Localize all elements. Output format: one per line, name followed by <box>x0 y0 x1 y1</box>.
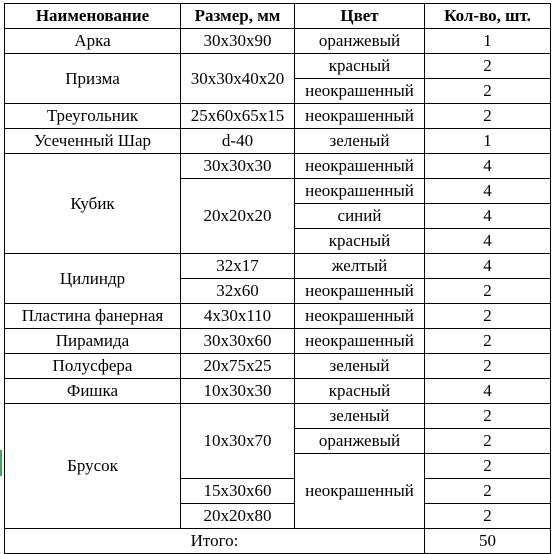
cell-color[interactable]: неокрашенный <box>295 154 425 179</box>
cell-size[interactable]: 4х30х110 <box>181 304 295 329</box>
cell-name[interactable]: Призма <box>5 54 181 104</box>
cell-size[interactable]: 30х30х60 <box>181 329 295 354</box>
cell-color[interactable]: неокрашенный <box>295 454 425 529</box>
cell-color[interactable]: неокрашенный <box>295 304 425 329</box>
cell-size[interactable]: 10х30х30 <box>181 379 295 404</box>
header-qty[interactable]: Кол-во, шт. <box>425 4 551 29</box>
parts-table <box>4 3 551 554</box>
cell-qty[interactable]: 4 <box>425 179 551 204</box>
cell-qty[interactable]: 1 <box>425 129 551 154</box>
row-selection-marker <box>0 450 2 476</box>
table-row <box>5 154 551 179</box>
cell-qty[interactable]: 2 <box>425 404 551 429</box>
cell-size[interactable]: 10х30х70 <box>181 404 295 479</box>
cell-name[interactable]: Брусок <box>5 404 181 529</box>
cell-size[interactable]: 20х20х80 <box>181 504 295 529</box>
cell-qty[interactable]: 2 <box>425 54 551 79</box>
cell-name[interactable]: Фишка <box>5 379 181 404</box>
cell-qty[interactable]: 2 <box>425 329 551 354</box>
table-row <box>5 54 551 79</box>
cell-color[interactable]: зеленый <box>295 354 425 379</box>
cell-qty[interactable]: 4 <box>425 204 551 229</box>
table-row <box>5 304 551 329</box>
cell-name[interactable]: Пластина фанерная <box>5 304 181 329</box>
cell-qty[interactable]: 2 <box>425 479 551 504</box>
cell-size[interactable]: 32х60 <box>181 279 295 304</box>
total-value[interactable]: 50 <box>425 529 551 554</box>
table-row <box>5 379 551 404</box>
cell-qty[interactable]: 4 <box>425 379 551 404</box>
cell-color[interactable]: синий <box>295 204 425 229</box>
cell-name[interactable]: Усеченный Шар <box>5 129 181 154</box>
cell-qty[interactable]: 2 <box>425 304 551 329</box>
cell-color[interactable]: красный <box>295 379 425 404</box>
cell-qty[interactable]: 4 <box>425 254 551 279</box>
cell-qty[interactable]: 2 <box>425 354 551 379</box>
cell-color[interactable]: неокрашенный <box>295 179 425 204</box>
cell-size[interactable]: 20х75х25 <box>181 354 295 379</box>
cell-qty[interactable]: 4 <box>425 154 551 179</box>
table-row <box>5 329 551 354</box>
table-row <box>5 129 551 154</box>
cell-size[interactable]: 20х20х20 <box>181 179 295 254</box>
header-color[interactable]: Цвет <box>295 4 425 29</box>
cell-color[interactable]: неокрашенный <box>295 329 425 354</box>
cell-color[interactable]: желтый <box>295 254 425 279</box>
cell-color[interactable]: неокрашенный <box>295 79 425 104</box>
cell-color[interactable]: зеленый <box>295 404 425 429</box>
cell-name[interactable]: Арка <box>5 29 181 54</box>
total-label[interactable]: Итого: <box>5 529 425 554</box>
table-row <box>5 104 551 129</box>
cell-size[interactable]: 30х30х90 <box>181 29 295 54</box>
cell-name[interactable]: Пирамида <box>5 329 181 354</box>
cell-name[interactable]: Треугольник <box>5 104 181 129</box>
table-row <box>5 254 551 279</box>
cell-qty[interactable]: 2 <box>425 279 551 304</box>
header-size[interactable]: Размер, мм <box>181 4 295 29</box>
cell-color[interactable]: красный <box>295 229 425 254</box>
cell-name[interactable]: Полусфера <box>5 354 181 379</box>
cell-size[interactable]: 30х30х40х20 <box>181 54 295 104</box>
cell-color[interactable]: оранжевый <box>295 429 425 454</box>
cell-color[interactable]: неокрашенный <box>295 104 425 129</box>
cell-size[interactable]: 25х60х65х15 <box>181 104 295 129</box>
cell-qty[interactable]: 2 <box>425 104 551 129</box>
cell-name[interactable]: Кубик <box>5 154 181 254</box>
table-row <box>5 29 551 54</box>
cell-color[interactable]: зеленый <box>295 129 425 154</box>
cell-color[interactable]: красный <box>295 54 425 79</box>
cell-qty[interactable]: 1 <box>425 29 551 54</box>
cell-size[interactable]: 30х30х30 <box>181 154 295 179</box>
cell-qty[interactable]: 2 <box>425 504 551 529</box>
cell-color[interactable]: оранжевый <box>295 29 425 54</box>
cell-qty[interactable]: 2 <box>425 79 551 104</box>
total-row <box>5 529 551 554</box>
table-row <box>5 404 551 429</box>
cell-qty[interactable]: 2 <box>425 429 551 454</box>
cell-qty[interactable]: 4 <box>425 229 551 254</box>
cell-size[interactable]: 15х30х60 <box>181 479 295 504</box>
header-row <box>5 4 551 29</box>
header-name[interactable]: Наименование <box>5 4 181 29</box>
cell-name[interactable]: Цилиндр <box>5 254 181 304</box>
spreadsheet-area <box>4 3 551 554</box>
cell-size[interactable]: d-40 <box>181 129 295 154</box>
table-row <box>5 354 551 379</box>
cell-qty[interactable]: 2 <box>425 454 551 479</box>
cell-color[interactable]: неокрашенный <box>295 279 425 304</box>
cell-size[interactable]: 32х17 <box>181 254 295 279</box>
